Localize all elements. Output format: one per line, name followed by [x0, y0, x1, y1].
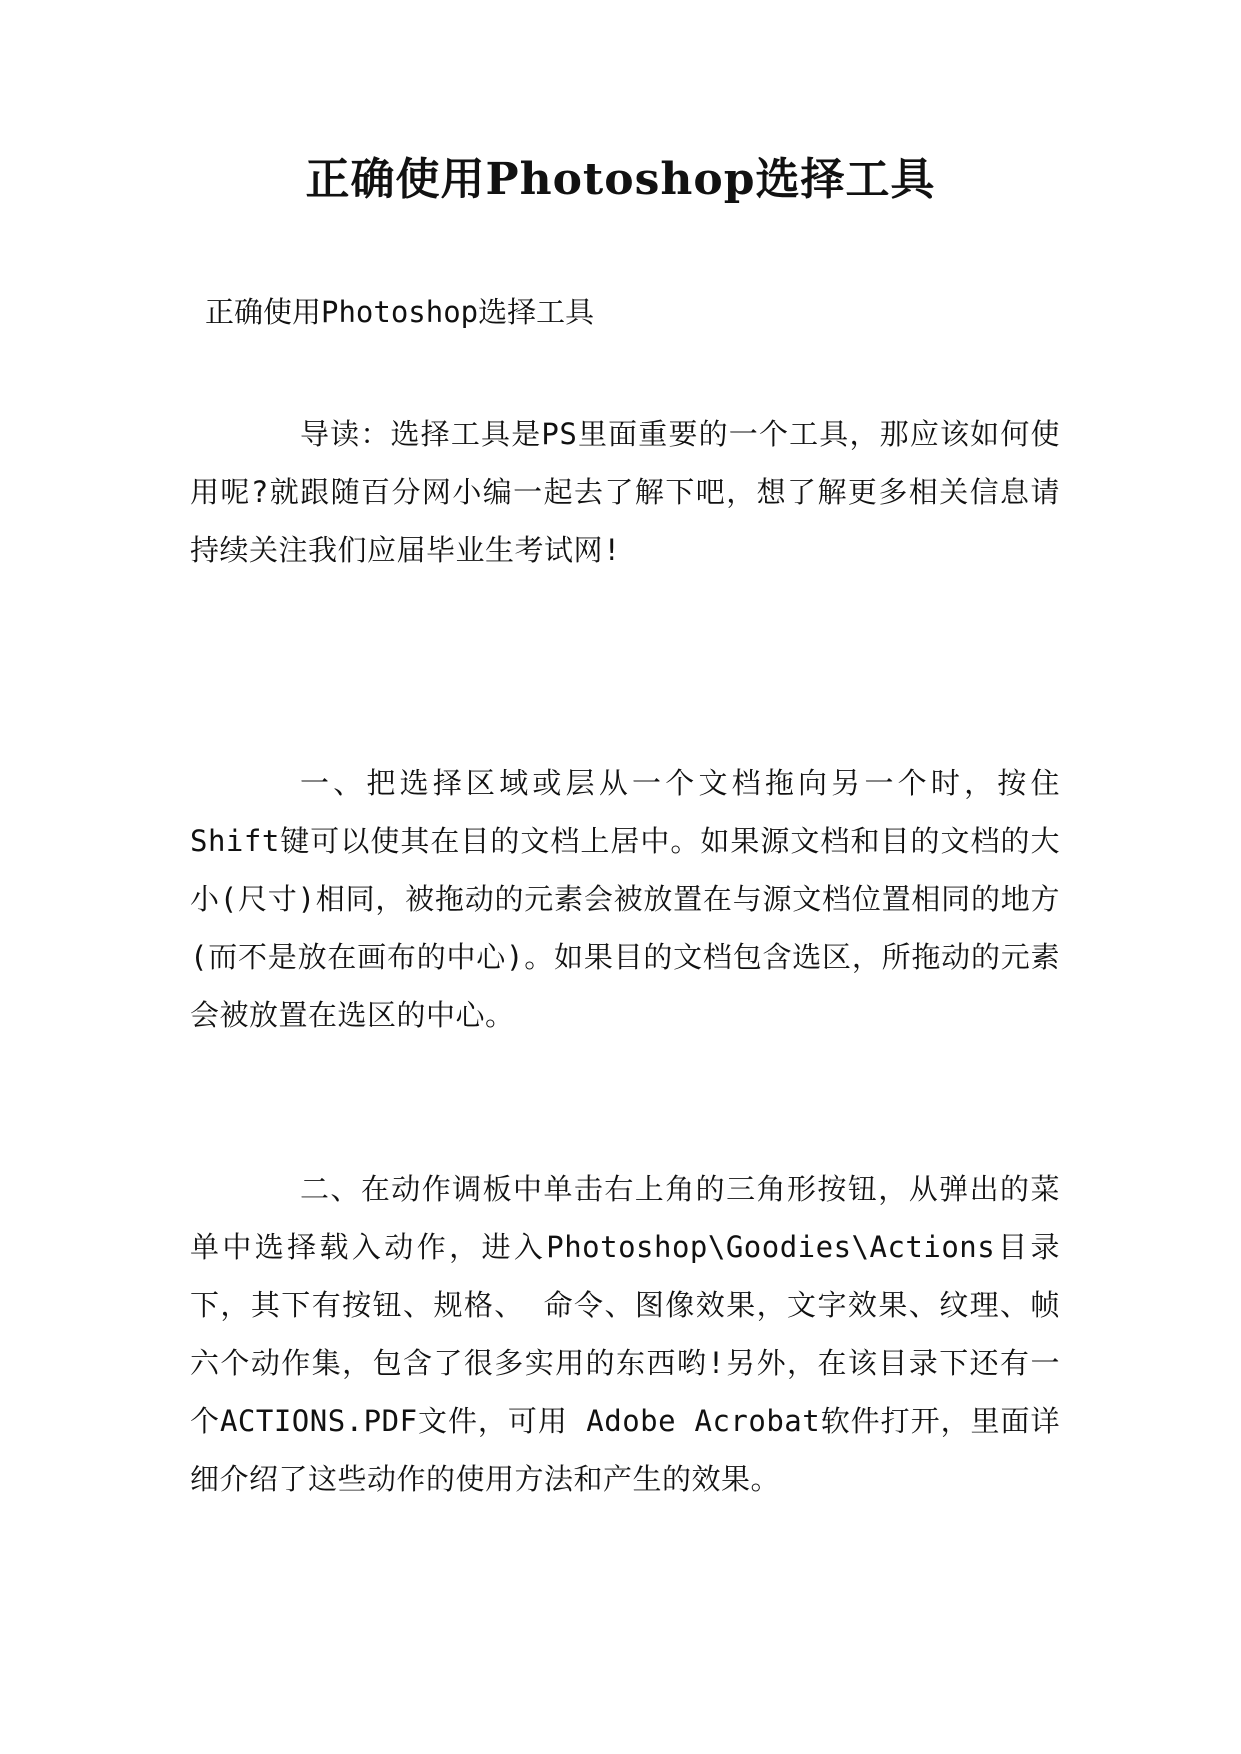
intro-paragraph: 导读：选择工具是PS里面重要的一个工具，那应该如何使用呢?就跟随百分网小编一起去了解下吧，想了解更多相关信息请持续关注我们应届毕业生考试网!	[190, 417, 1060, 567]
tip-one-paragraph: 一、把选择区域或层从一个文档拖向另一个时，按住Shift键可以使其在目的文档上居中。如果源文档和目的文档的大小(尺寸)相同，被拖动的元素会被放置在与源文档位置相同的地方(而不是放在画布的中心)。如果目的文档包含选区，所拖动的元素会被放置在选区的中心。	[190, 766, 1060, 1032]
document-title: 正确使用Photoshop选择工具	[305, 154, 936, 205]
tip-two-paragraph: 二、在动作调板中单击右上角的三角形按钮，从弹出的菜单中选择载入动作，进入Photoshop\Goodies\Actions目录下，其下有按钮、规格、 命令、图像效果，文字效果、纹理、帧六个动作集，包含了很多实用的东西哟!另外，在该目录下还有一个ACTIONS.PDF文件，可用 Adobe Acrobat软件打开，里面详细介绍了这些动作的使用方法和产生的效果。	[190, 1172, 1060, 1496]
document-subtitle: 正确使用Photoshop选择工具	[205, 295, 595, 329]
